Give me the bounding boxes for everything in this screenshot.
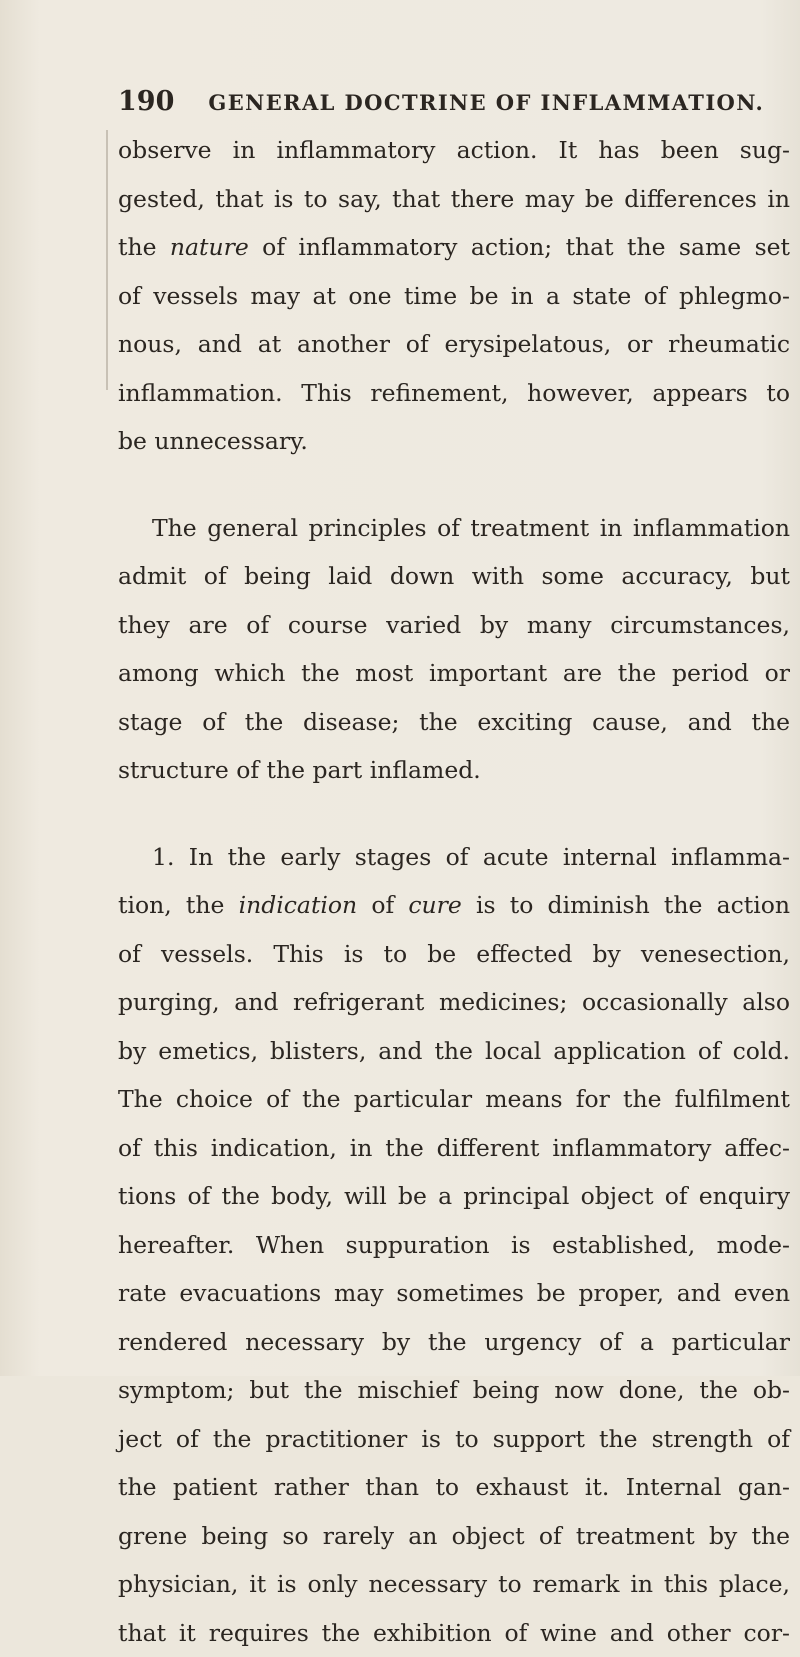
- text-line: that it requires the exhibition of wine and other cor-: [118, 1609, 790, 1657]
- text-line: admit of being laid down with some accuracy, but: [118, 552, 790, 601]
- running-header: [118, 86, 758, 126]
- text-line: inflammation. This refinement, however, appears to: [118, 369, 790, 418]
- text-line: The choice of the particular means for the fulfilment: [118, 1075, 790, 1124]
- text-line: observe in inflammatory action. It has been sug-: [118, 126, 790, 175]
- text-line: hereafter. When suppuration is established, mode-: [118, 1221, 790, 1270]
- paragraph-gap: [118, 466, 790, 504]
- page-number: 190: [118, 86, 174, 117]
- text-line: nous, and at another of erysipelatous, or rheumatic: [118, 320, 790, 369]
- paragraph-2: [118, 504, 790, 795]
- text-line: [118, 223, 790, 272]
- text-run: the: [118, 233, 170, 261]
- text-line: of this indication, in the different inflammatory affec-: [118, 1124, 790, 1173]
- paragraph-3: [118, 833, 790, 1657]
- text-line: 1. In the early stages of acute internal inflamma-: [118, 833, 790, 882]
- text-line: gested, that is to say, that there may be differences in: [118, 175, 790, 224]
- text-run: of inflammatory action; that the same set: [249, 233, 790, 261]
- italic-run: indication: [239, 891, 358, 919]
- italic-run: nature: [170, 233, 249, 261]
- text-line: rendered necessary by the urgency of a particular: [118, 1318, 790, 1367]
- text-line: [118, 881, 790, 930]
- text-line: be unnecessary.: [118, 417, 790, 466]
- text-line: of vessels may at one time be in a state of phlegmo-: [118, 272, 790, 321]
- text-line: rate evacuations may sometimes be proper, and even: [118, 1269, 790, 1318]
- text-run: is to diminish the action: [462, 891, 790, 919]
- paragraph-gap: [118, 795, 790, 833]
- text-run: tion, the: [118, 891, 239, 919]
- text-line: purging, and refrigerant medicines; occasionally also: [118, 978, 790, 1027]
- text-line: grene being so rarely an object of treatment by the: [118, 1512, 790, 1561]
- italic-run: cure: [408, 891, 461, 919]
- text-line: The general principles of treatment in inflammation: [118, 504, 790, 553]
- text-run: of: [357, 891, 408, 919]
- text-line: the patient rather than to exhaust it. Internal gan-: [118, 1463, 790, 1512]
- margin-shadow: [106, 130, 108, 390]
- running-title: GENERAL DOCTRINE OF INFLAMMATION.: [208, 90, 764, 115]
- text-line: by emetics, blisters, and the local application of cold.: [118, 1027, 790, 1076]
- body-text: [118, 126, 790, 1657]
- text-line: stage of the disease; the exciting cause, and the: [118, 698, 790, 747]
- text-line: among which the most important are the period or: [118, 649, 790, 698]
- paragraph-1: [118, 126, 790, 466]
- text-line: symptom; but the mischief being now done, the ob-: [118, 1366, 790, 1415]
- text-line: tions of the body, will be a principal object of enquiry: [118, 1172, 790, 1221]
- text-line: structure of the part inflamed.: [118, 746, 790, 795]
- text-line: ject of the practitioner is to support the strength of: [118, 1415, 790, 1464]
- text-line: of vessels. This is to be effected by venesection,: [118, 930, 790, 979]
- text-line: physician, it is only necessary to remark in this place,: [118, 1560, 790, 1609]
- text-line: they are of course varied by many circumstances,: [118, 601, 790, 650]
